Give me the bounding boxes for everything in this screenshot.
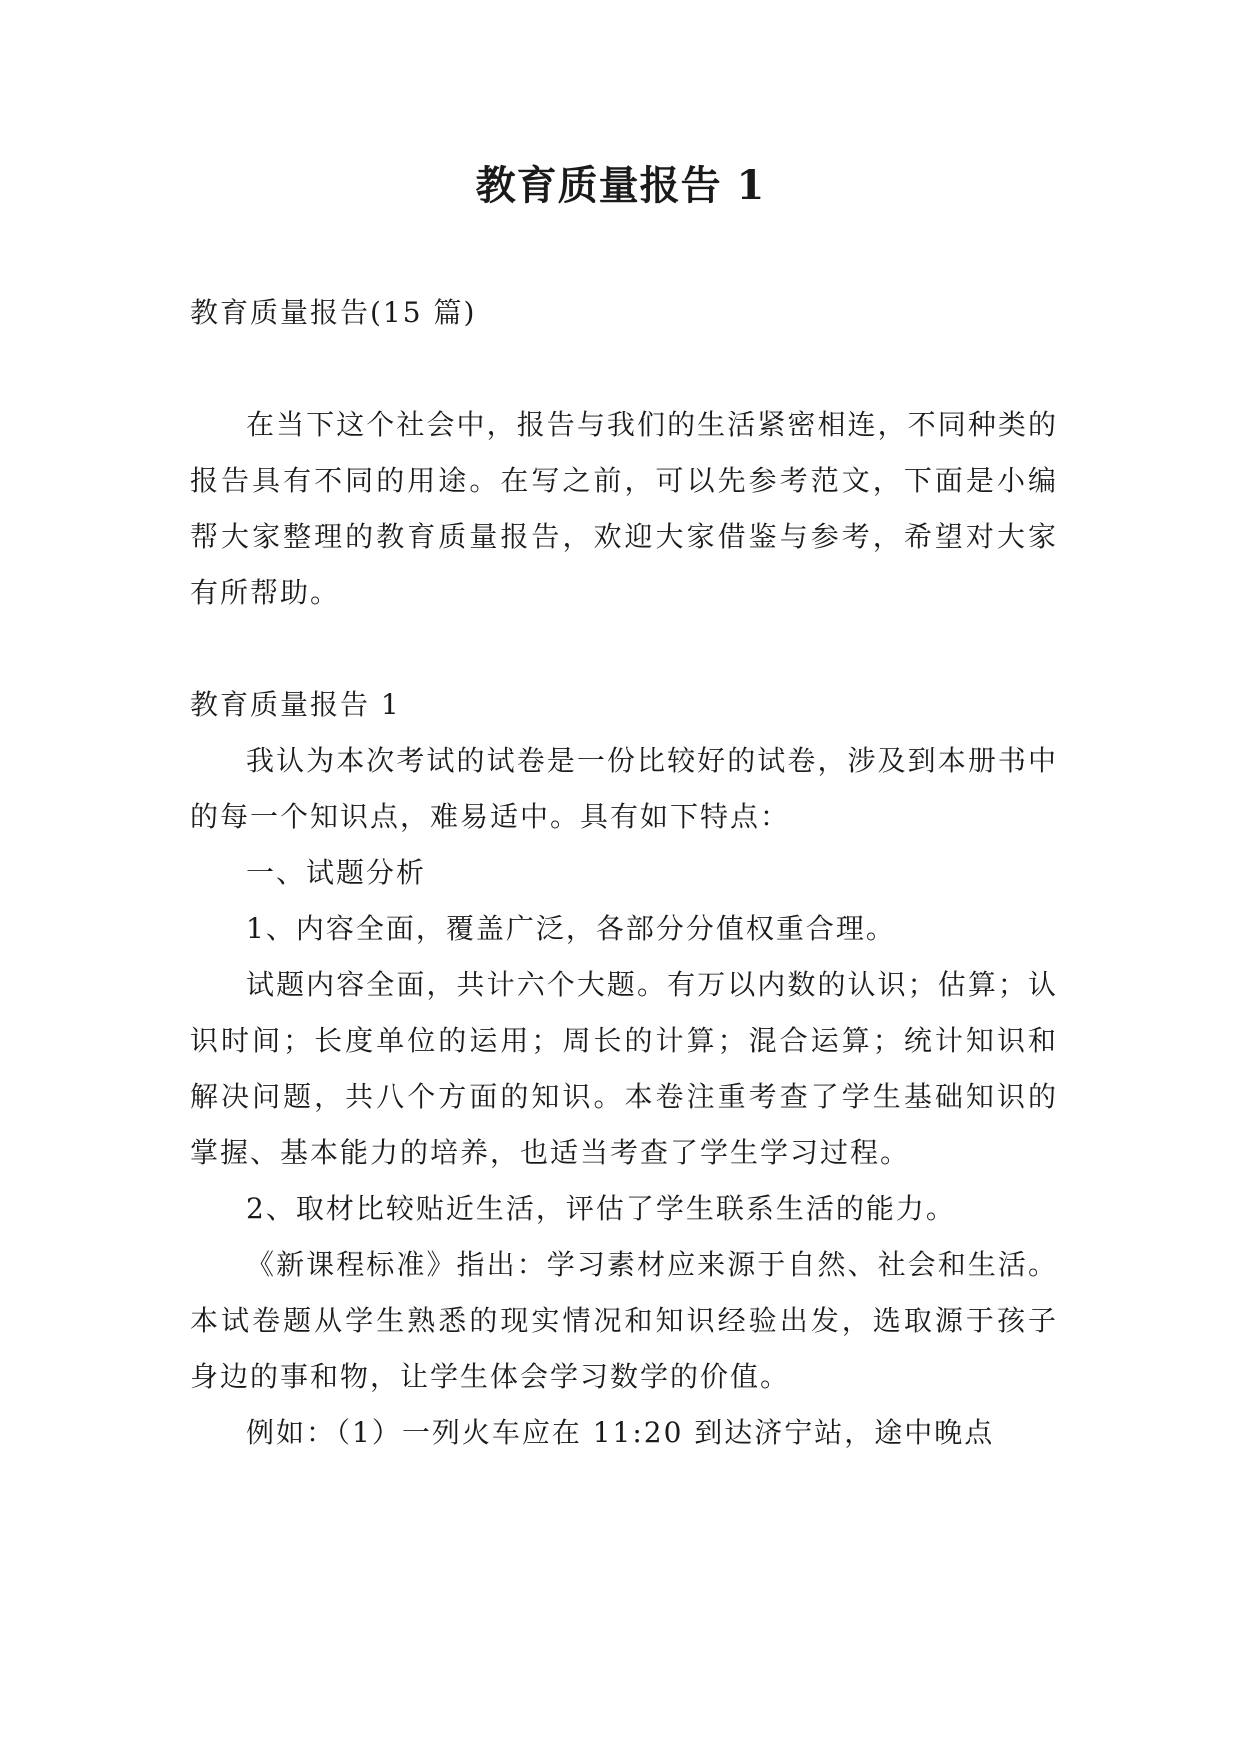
body-paragraph: 试题内容全面，共计六个大题。有万以内数的认识；估算；认识时间；长度单位的运用；周长的计算；混合运算；统计知识和解决问题，共八个方面的知识。本卷注重考查了学生基础知识的掌握、基本能力的培养，也适当考查了学生学习过程。: [190, 968, 1058, 1169]
body-paragraph: 我认为本次考试的试卷是一份比较好的试卷，涉及到本册书中的每一个知识点，难易适中。具有如下特点：: [190, 744, 1058, 833]
document-subtitle: 教育质量报告(15 篇): [190, 296, 477, 329]
section-subheading: 一、试题分析: [246, 856, 427, 889]
body-paragraph: 1、内容全面，覆盖广泛，各部分分值权重合理。: [246, 912, 896, 945]
section-heading: 教育质量报告 1: [190, 688, 401, 721]
body-paragraph: 2、取材比较贴近生活，评估了学生联系生活的能力。: [246, 1192, 956, 1225]
body-paragraph: 《新课程标准》指出：学习素材应来源于自然、社会和生活。本试卷题从学生熟悉的现实情况和知识经验出发，选取源于孩子身边的事和物，让学生体会学习数学的价值。: [190, 1248, 1058, 1393]
body-paragraph: 例如：（1）一列火车应在 11:20 到达济宁站，途中晚点: [246, 1416, 995, 1449]
intro-paragraph: 在当下这个社会中，报告与我们的生活紧密相连，不同种类的报告具有不同的用途。在写之前，可以先参考范文，下面是小编帮大家整理的教育质量报告，欢迎大家借鉴与参考，希望对大家有所帮助。: [190, 408, 1058, 609]
document-body: [190, 285, 1058, 1461]
document-title: 教育质量报告 1: [475, 162, 766, 209]
